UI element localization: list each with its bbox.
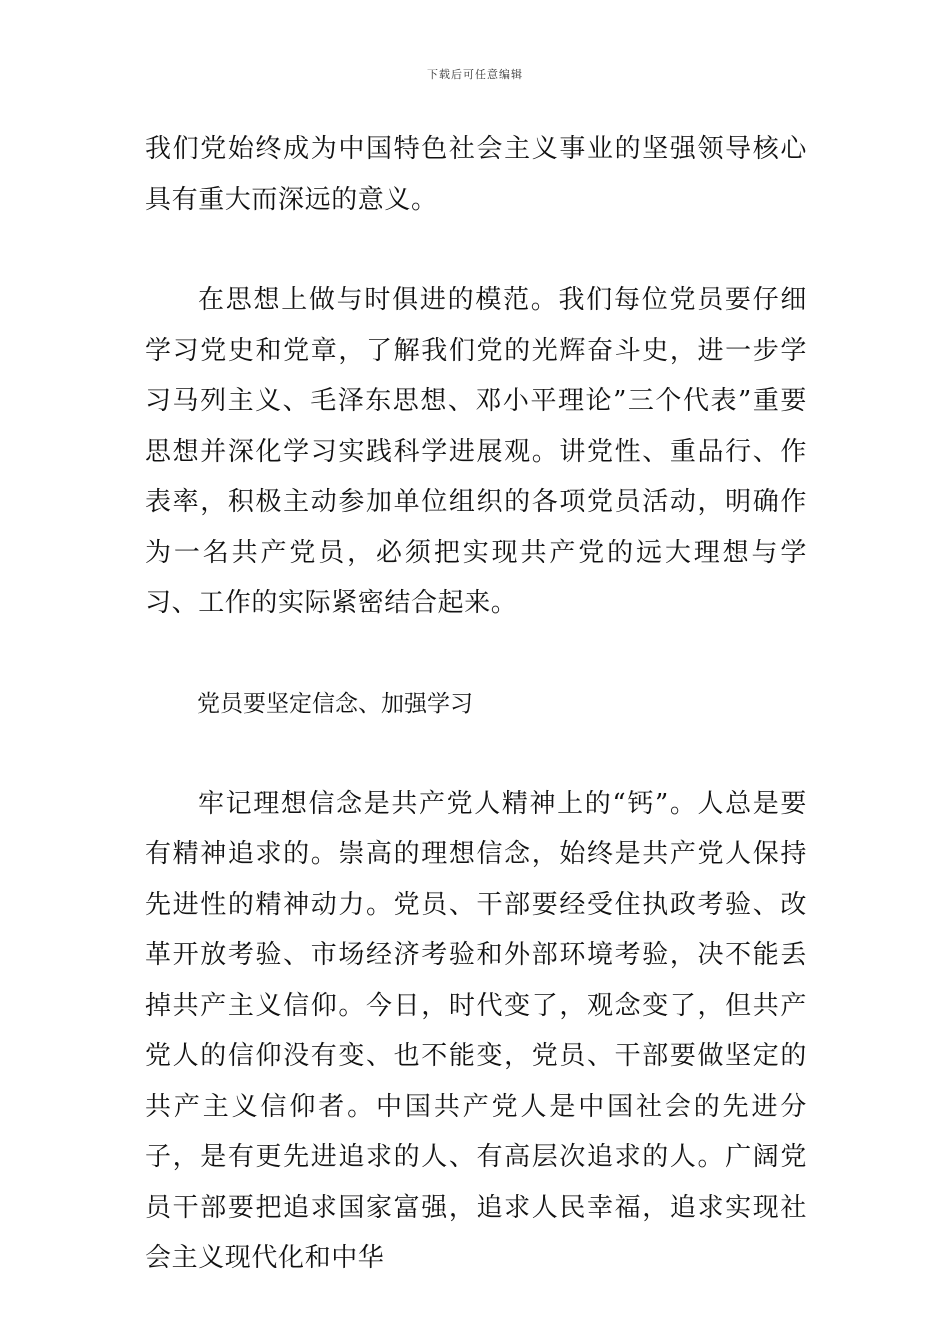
section-heading: 党员要坚定信念、加强学习 bbox=[197, 690, 473, 717]
paragraph-ideals-faith: 牢记理想信念是共产党人精神上的“钙”。人总是要有精神追求的。崇高的理想信念，始终是共产党人保持先进性的精神动力。党员、干部要经受住执政考验、改革开放考验、市场经济考验和外部环境考验，决不能丢掉共产主义信仰。今日，时代变了，观念变了，但共产党人的信仰没有变、也不能变，党员、干部要做坚定的共产主义信仰者。中国共产党人是中国社会的先进分子，是有更先进追求的人、有高层次追求的人。广阔党员干部要把追求国家富强，追求人民幸福，追求实现社会主义现代化和中华 bbox=[145, 788, 807, 1273]
document-body bbox=[145, 124, 807, 1284]
page-header: 下载后可任意编辑 bbox=[427, 68, 523, 81]
paragraph-spacer bbox=[145, 629, 807, 679]
paragraph-spacer bbox=[145, 729, 807, 779]
paragraph-spacer bbox=[145, 225, 807, 275]
paragraph-continuation: 我们党始终成为中国特色社会主义事业的坚强领导核心具有重大而深远的意义。 bbox=[145, 134, 807, 215]
paragraph-thought-model: 在思想上做与时俱进的模范。我们每位党员要仔细学习党史和党章，了解我们党的光辉奋斗史，进一步学习马列主义、毛泽东思想、邓小平理论”三个代表”重要思想并深化学习实践科学进展观。讲党性、重品行、作表率，积极主动参加单位组织的各项党员活动，明确作为一名共产党员，必须把实现共产党的远大理想与学习、工作的实际紧密结合起来。 bbox=[145, 285, 807, 618]
